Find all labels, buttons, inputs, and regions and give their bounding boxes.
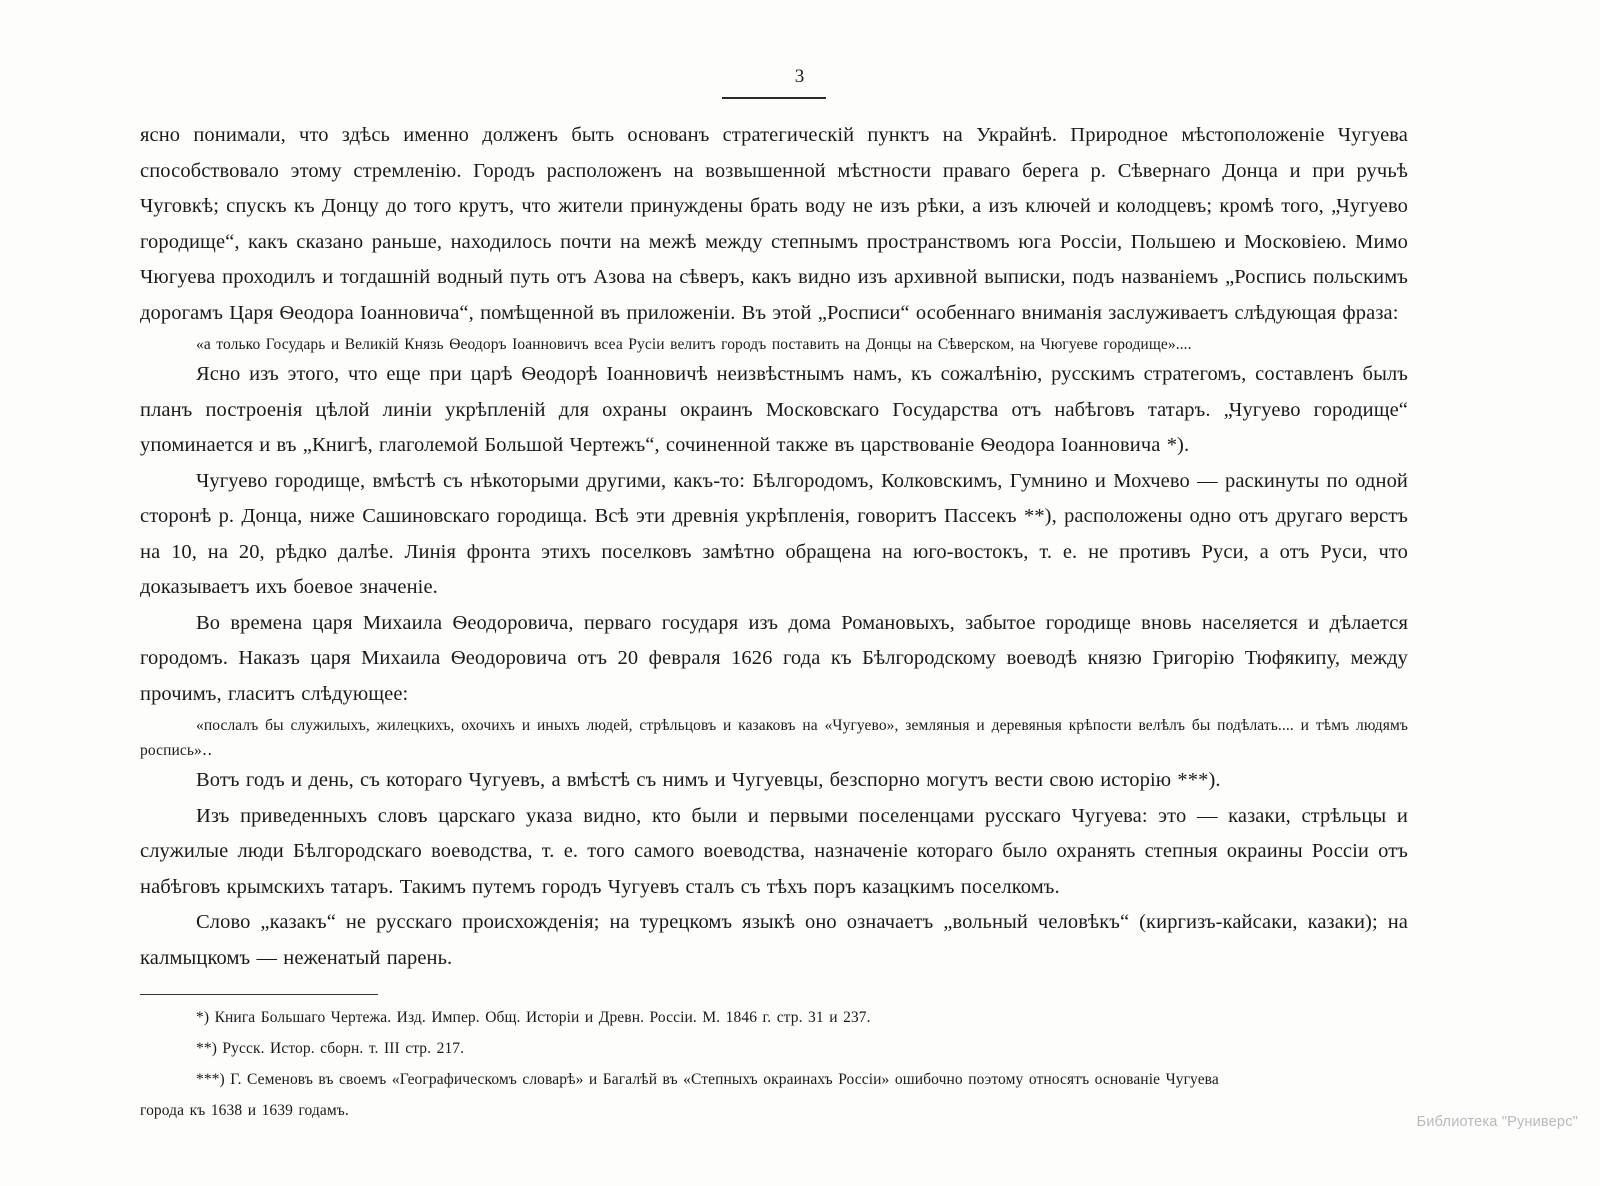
paragraph: Слово „казакъ“ не русскаго происхожденія; на турецкомъ языкѣ оно означаетъ „вольный человѣкъ“ (киргизъ-кайсаки, казаки); на калмыцкомъ — неженатый парень. xyxy=(140,911,1408,969)
footnotes xyxy=(140,1006,1408,1130)
paragraph: Во времена царя Михаила Ѳеодоровича, перваго государя изъ дома Романовыхъ, забытое городище вновь населяется и дѣлается городомъ. Наказъ царя Михаила Ѳеодоровича отъ 20 февраля 1626 года къ Бѣлгородскому воеводѣ князю Григорію Тюфякипу, между прочимъ, гласитъ слѣдующее: xyxy=(140,611,1408,705)
paragraph: Изъ приведенныхъ словъ царскаго указа видно, кто были и первыми поселенцами русскаго Чугуева: это — казаки, стрѣльцы и служилые люди Бѣлгородскаго воеводства, т. е. того самого воеводства, назначеніе котораго было охранять степныя окраины Россіи отъ набѣговъ крымскихъ татаръ. Такимъ путемъ городъ Чугуевъ сталъ съ тѣхъ поръ казацкимъ поселкомъ. xyxy=(140,804,1408,898)
paragraph: Ясно изъ этого, что еще при царѣ Ѳеодорѣ Іоанновичѣ неизвѣстнымъ намъ, къ сожалѣнію, русскимъ стратегомъ, составленъ былъ планъ построенія цѣлой линіи укрѣпленій для охраны окраинъ Московскаго Государства отъ набѣговъ татаръ. „Чугуево городище“ упоминается и въ „Книгѣ, глаголемой Большой Чертежъ“, сочиненной также въ царствованіе Ѳеодора Іоанновича *). xyxy=(140,363,1408,456)
block-quote: «послалъ бы служилыхъ, жилецкихъ, охочихъ и иныхъ людей, стрѣльцовъ и казаковъ на «Чугуево», земляныя и деревяныя крѣпости велѣлъ бы подѣлать.... и тѣмъ людямъ роспись»․․ xyxy=(140,717,1408,759)
footnote: *) Книга Большаго Чертежа. Изд. Импер. Общ. Исторіи и Древн. Россіи. М. 1846 г. стр. 31 и 237. xyxy=(196,1009,871,1026)
footnote: ***) Г. Семеновъ въ своемъ «Географическомъ словарѣ» и Багалѣй въ «Степныхъ окраинахъ Россіи» ошибочно поэтому относятъ основаніе Чугуева xyxy=(196,1071,1219,1088)
page-body xyxy=(140,118,1408,976)
footnote-continuation: города къ 1638 и 1639 годамъ. xyxy=(140,1102,349,1119)
footnote: **) Русск. Истор. сборн. т. III стр. 217. xyxy=(196,1040,465,1057)
library-watermark: Библиотека "Руниверс" xyxy=(1416,1114,1578,1130)
paragraph: Чугуево городище, вмѣстѣ съ нѣкоторыми другими, какъ-то: Бѣлгородомъ, Колковскимъ, Гумнино и Мохчево — раскинуты по одной сторонѣ р. Донца, ниже Сашиновскаго городища. Всѣ эти древнія укрѣпленія, говоритъ Пассекъ **), расположены одно отъ другаго верстъ на 10, на 20, рѣдко далѣе. Линія фронта этихъ поселковъ замѣтно обращена на юго-востокъ, т. е. не противъ Руси, а отъ Руси, что доказываетъ ихъ боевое значеніе. xyxy=(140,469,1408,598)
page-number-rule xyxy=(722,97,826,99)
footnote-separator xyxy=(140,994,378,995)
block-quote: «а только Государь и Великій Князь Ѳеодоръ Іоанновичъ всеа Русіи велитъ городъ поставить на Донцы на Сѣверском, на Чюгуеве городище».... xyxy=(196,336,1192,353)
page-number: 3 xyxy=(794,66,806,87)
paragraph: Вотъ годъ и день, съ котораго Чугуевъ, а вмѣстѣ съ нимъ и Чугуевцы, безспорно могутъ вести свою исторію ***). xyxy=(196,769,1221,791)
paragraph: ясно понимали, что здѣсь именно долженъ быть основанъ стратегическій пунктъ на Украйнѣ. Природное мѣстоположеніе Чугуева способствовало этому стремленію. Городъ расположенъ на возвышенной мѣстности праваго берега р. Сѣвернаго Донца и при ручьѣ Чуговкѣ; спускъ къ Донцу до того крутъ, что жители принуждены брать воду не изъ рѣки, а изъ ключей и колодцевъ; кромѣ того, „Чугуево городище“, какъ сказано раньше, находилось почти на межѣ между степнымъ пространствомъ юга Россіи, Польшею и Московіею. Мимо Чюгуева проходилъ и тогдашній водный путь отъ Азова на сѣверъ, какъ видно изъ архивной выписки, подъ названіемъ „Роспись польскимъ дорогамъ Царя Ѳеодора Іоанновича“, помѣщенной въ приложеніи. Въ этой „Росписи“ особеннаго вниманія заслуживаетъ слѣдующая фраза: xyxy=(140,124,1408,324)
